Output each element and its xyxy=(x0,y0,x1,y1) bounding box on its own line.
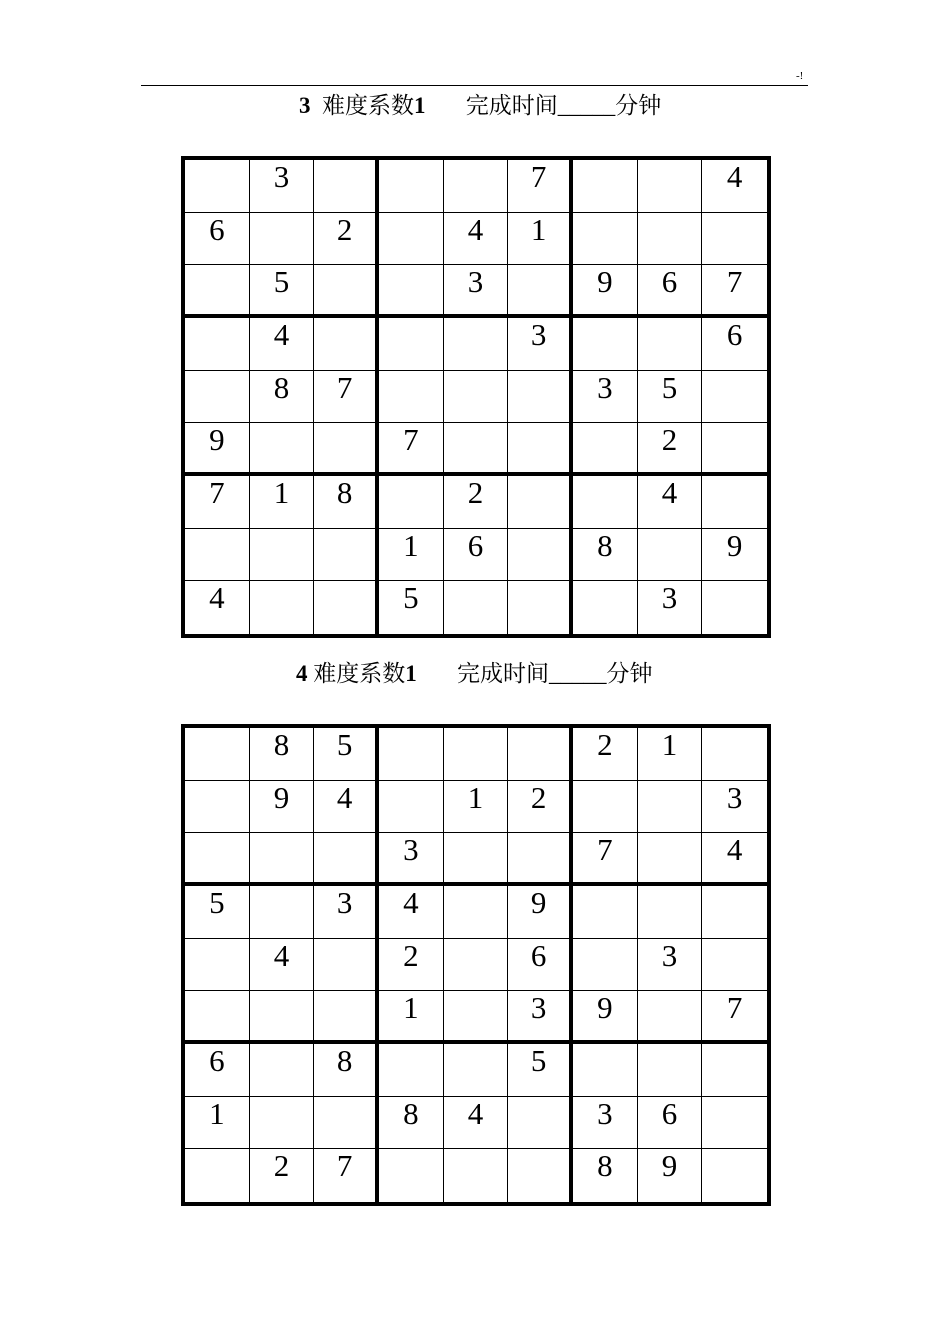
sudoku-cell[interactable] xyxy=(250,991,315,1044)
sudoku-cell[interactable]: 4 xyxy=(250,318,315,371)
sudoku-cell[interactable] xyxy=(638,529,703,582)
puzzle-number: 4 xyxy=(296,661,308,686)
time-blank: _____ xyxy=(557,93,616,118)
sudoku-cell[interactable] xyxy=(638,886,703,939)
sudoku-cell[interactable] xyxy=(379,265,444,318)
sudoku-cell[interactable] xyxy=(508,265,573,318)
sudoku-cell[interactable]: 2 xyxy=(508,781,573,834)
sudoku-cell[interactable] xyxy=(444,886,509,939)
sudoku-cell[interactable] xyxy=(702,423,767,476)
sudoku-cell[interactable] xyxy=(508,833,573,886)
sudoku-cell[interactable] xyxy=(185,265,250,318)
sudoku-cell[interactable]: 6 xyxy=(702,318,767,371)
sudoku-cell[interactable]: 7 xyxy=(702,265,767,318)
sudoku-cell[interactable] xyxy=(702,476,767,529)
sudoku-cell[interactable] xyxy=(702,886,767,939)
sudoku-cell[interactable] xyxy=(702,939,767,992)
sudoku-cell[interactable] xyxy=(379,213,444,266)
difficulty-value: 1 xyxy=(405,661,417,686)
sudoku-cell[interactable] xyxy=(573,581,638,634)
sudoku-cell[interactable] xyxy=(573,939,638,992)
sudoku-cell[interactable]: 1 xyxy=(638,728,703,781)
sudoku-cell[interactable] xyxy=(638,318,703,371)
sudoku-cell[interactable]: 5 xyxy=(185,886,250,939)
sudoku-cell[interactable] xyxy=(444,728,509,781)
sudoku-cell[interactable]: 1 xyxy=(508,213,573,266)
sudoku-cell[interactable]: 7 xyxy=(702,991,767,1044)
sudoku-cell[interactable] xyxy=(314,991,379,1044)
page-mark: -! xyxy=(796,70,804,82)
sudoku-cell[interactable] xyxy=(508,371,573,424)
sudoku-cell[interactable]: 4 xyxy=(250,939,315,992)
sudoku-cell[interactable]: 3 xyxy=(638,939,703,992)
sudoku-cell[interactable] xyxy=(638,160,703,213)
sudoku-cell[interactable]: 4 xyxy=(444,1097,509,1150)
sudoku-cell[interactable] xyxy=(250,213,315,266)
sudoku-cell[interactable] xyxy=(379,160,444,213)
sudoku-cell[interactable]: 9 xyxy=(638,1149,703,1202)
sudoku-cell[interactable]: 1 xyxy=(379,529,444,582)
sudoku-cell[interactable]: 6 xyxy=(638,265,703,318)
sudoku-cell[interactable] xyxy=(573,213,638,266)
sudoku-cell[interactable] xyxy=(379,371,444,424)
sudoku-cell[interactable] xyxy=(379,476,444,529)
sudoku-cell[interactable]: 1 xyxy=(250,476,315,529)
sudoku-cell[interactable]: 4 xyxy=(185,581,250,634)
sudoku-cell[interactable]: 5 xyxy=(508,1044,573,1097)
sudoku-cell[interactable] xyxy=(508,581,573,634)
sudoku-cell[interactable] xyxy=(314,318,379,371)
sudoku-cell[interactable] xyxy=(250,833,315,886)
time-label: 完成时间 xyxy=(457,661,549,686)
sudoku-cell[interactable] xyxy=(702,1097,767,1150)
sudoku-cell[interactable]: 8 xyxy=(379,1097,444,1150)
sudoku-cell[interactable] xyxy=(314,581,379,634)
sudoku-cell[interactable] xyxy=(185,160,250,213)
sudoku-cell[interactable] xyxy=(508,423,573,476)
sudoku-cell[interactable] xyxy=(185,728,250,781)
sudoku-cell[interactable]: 8 xyxy=(314,476,379,529)
sudoku-cell[interactable] xyxy=(314,833,379,886)
sudoku-cell[interactable]: 4 xyxy=(379,886,444,939)
sudoku-cell[interactable] xyxy=(702,371,767,424)
sudoku-cell[interactable]: 4 xyxy=(702,833,767,886)
sudoku-cell[interactable] xyxy=(444,371,509,424)
sudoku-cell[interactable]: 3 xyxy=(573,371,638,424)
sudoku-cell[interactable]: 5 xyxy=(250,265,315,318)
sudoku-cell[interactable] xyxy=(444,1149,509,1202)
sudoku-cell[interactable] xyxy=(508,728,573,781)
sudoku-cell[interactable] xyxy=(250,1097,315,1150)
sudoku-cell[interactable] xyxy=(250,1044,315,1097)
sudoku-cell[interactable]: 9 xyxy=(185,423,250,476)
time-unit: 分钟 xyxy=(606,661,653,686)
sudoku-cell[interactable] xyxy=(573,886,638,939)
sudoku-cell[interactable]: 7 xyxy=(185,476,250,529)
time-unit: 分钟 xyxy=(615,93,662,118)
sudoku-cell[interactable] xyxy=(444,833,509,886)
sudoku-cell[interactable]: 1 xyxy=(379,991,444,1044)
sudoku-cell[interactable]: 8 xyxy=(314,1044,379,1097)
sudoku-cell[interactable]: 3 xyxy=(638,581,703,634)
sudoku-cell[interactable]: 2 xyxy=(379,939,444,992)
sudoku-cell[interactable] xyxy=(250,581,315,634)
sudoku-cell[interactable] xyxy=(702,1044,767,1097)
header-rule xyxy=(141,85,808,86)
sudoku-cell[interactable] xyxy=(444,991,509,1044)
sudoku-cell[interactable] xyxy=(379,728,444,781)
sudoku-cell[interactable]: 6 xyxy=(638,1097,703,1150)
sudoku-cell[interactable] xyxy=(250,529,315,582)
sudoku-cell[interactable]: 1 xyxy=(444,781,509,834)
sudoku-cell[interactable] xyxy=(379,318,444,371)
sudoku-cell[interactable]: 2 xyxy=(314,213,379,266)
sudoku-cell[interactable]: 8 xyxy=(250,371,315,424)
sudoku-cell[interactable]: 4 xyxy=(638,476,703,529)
sudoku-cell[interactable]: 7 xyxy=(508,160,573,213)
sudoku-cell[interactable]: 2 xyxy=(250,1149,315,1202)
sudoku-cell[interactable] xyxy=(444,1044,509,1097)
puzzle-3-title xyxy=(299,92,661,120)
sudoku-cell[interactable] xyxy=(185,371,250,424)
sudoku-cell[interactable] xyxy=(185,1149,250,1202)
sudoku-cell[interactable]: 6 xyxy=(444,529,509,582)
sudoku-cell[interactable]: 6 xyxy=(185,1044,250,1097)
sudoku-cell[interactable]: 9 xyxy=(573,991,638,1044)
sudoku-cell[interactable] xyxy=(638,1044,703,1097)
sudoku-cell[interactable] xyxy=(314,265,379,318)
puzzle-number: 3 xyxy=(299,93,311,118)
sudoku-cell[interactable] xyxy=(379,1044,444,1097)
sudoku-cell[interactable] xyxy=(185,318,250,371)
sudoku-cell[interactable] xyxy=(185,991,250,1044)
sudoku-cell[interactable] xyxy=(314,529,379,582)
sudoku-cell[interactable]: 4 xyxy=(702,160,767,213)
sudoku-cell[interactable] xyxy=(573,1044,638,1097)
sudoku-cell[interactable] xyxy=(250,886,315,939)
sudoku-cell[interactable]: 8 xyxy=(250,728,315,781)
sudoku-cell[interactable] xyxy=(508,529,573,582)
sudoku-cell[interactable] xyxy=(185,529,250,582)
sudoku-grid-3 xyxy=(181,156,771,638)
sudoku-cell[interactable]: 3 xyxy=(508,991,573,1044)
time-label: 完成时间 xyxy=(465,93,558,118)
difficulty-label: 难度系数 xyxy=(322,93,414,118)
sudoku-cell[interactable] xyxy=(638,781,703,834)
sudoku-cell[interactable] xyxy=(444,423,509,476)
sudoku-cell[interactable] xyxy=(573,476,638,529)
sudoku-cell[interactable]: 6 xyxy=(185,213,250,266)
sudoku-cell[interactable] xyxy=(638,833,703,886)
puzzle-4-title xyxy=(296,660,653,688)
sudoku-cell[interactable]: 3 xyxy=(702,781,767,834)
sudoku-cell[interactable]: 9 xyxy=(250,781,315,834)
sudoku-cell[interactable]: 9 xyxy=(573,265,638,318)
sudoku-cell[interactable] xyxy=(573,160,638,213)
sudoku-cell[interactable] xyxy=(314,160,379,213)
sudoku-cell[interactable]: 8 xyxy=(573,529,638,582)
sudoku-cell[interactable]: 2 xyxy=(573,728,638,781)
sudoku-cell[interactable]: 5 xyxy=(379,581,444,634)
sudoku-cell[interactable] xyxy=(638,213,703,266)
sudoku-cell[interactable]: 7 xyxy=(379,423,444,476)
sudoku-cell[interactable] xyxy=(185,781,250,834)
time-blank: _____ xyxy=(549,661,607,686)
sudoku-cell[interactable]: 7 xyxy=(314,371,379,424)
sudoku-cell[interactable]: 3 xyxy=(573,1097,638,1150)
sudoku-cell[interactable] xyxy=(444,318,509,371)
sudoku-cell[interactable] xyxy=(638,991,703,1044)
sudoku-cell[interactable]: 8 xyxy=(573,1149,638,1202)
sudoku-cell[interactable] xyxy=(702,1149,767,1202)
sudoku-cell[interactable] xyxy=(573,781,638,834)
sudoku-cell[interactable]: 7 xyxy=(314,1149,379,1202)
sudoku-cell[interactable] xyxy=(444,939,509,992)
sudoku-cell[interactable] xyxy=(508,1097,573,1150)
sudoku-cell[interactable]: 9 xyxy=(508,886,573,939)
sudoku-cell[interactable]: 9 xyxy=(702,529,767,582)
sudoku-cell[interactable] xyxy=(573,318,638,371)
sudoku-cell[interactable]: 5 xyxy=(314,728,379,781)
sudoku-cell[interactable] xyxy=(444,160,509,213)
sudoku-cell[interactable] xyxy=(508,1149,573,1202)
sudoku-cell[interactable]: 2 xyxy=(638,423,703,476)
sudoku-cell[interactable] xyxy=(379,781,444,834)
sudoku-cell[interactable] xyxy=(185,833,250,886)
sudoku-cell[interactable]: 6 xyxy=(508,939,573,992)
sudoku-cell[interactable]: 3 xyxy=(444,265,509,318)
sudoku-cell[interactable]: 2 xyxy=(444,476,509,529)
sudoku-cell[interactable]: 4 xyxy=(314,781,379,834)
sudoku-cell[interactable]: 3 xyxy=(379,833,444,886)
sudoku-cell[interactable] xyxy=(508,476,573,529)
sudoku-cell[interactable]: 7 xyxy=(573,833,638,886)
sudoku-cell[interactable] xyxy=(314,1097,379,1150)
sudoku-cell[interactable] xyxy=(379,1149,444,1202)
sudoku-cell[interactable] xyxy=(444,581,509,634)
sudoku-cell[interactable] xyxy=(702,581,767,634)
difficulty-value: 1 xyxy=(414,93,426,118)
sudoku-cell[interactable] xyxy=(702,213,767,266)
sudoku-cell[interactable] xyxy=(314,939,379,992)
sudoku-cell[interactable] xyxy=(573,423,638,476)
sudoku-cell[interactable] xyxy=(250,423,315,476)
sudoku-cell[interactable] xyxy=(702,728,767,781)
sudoku-cell[interactable]: 5 xyxy=(638,371,703,424)
sudoku-grid-4 xyxy=(181,724,771,1206)
sudoku-cell[interactable] xyxy=(314,423,379,476)
sudoku-cell[interactable]: 4 xyxy=(444,213,509,266)
sudoku-cell[interactable]: 3 xyxy=(250,160,315,213)
sudoku-cell[interactable]: 1 xyxy=(185,1097,250,1150)
sudoku-cell[interactable] xyxy=(185,939,250,992)
difficulty-label: 难度系数 xyxy=(313,661,406,686)
sudoku-cell[interactable]: 3 xyxy=(314,886,379,939)
sudoku-cell[interactable]: 3 xyxy=(508,318,573,371)
